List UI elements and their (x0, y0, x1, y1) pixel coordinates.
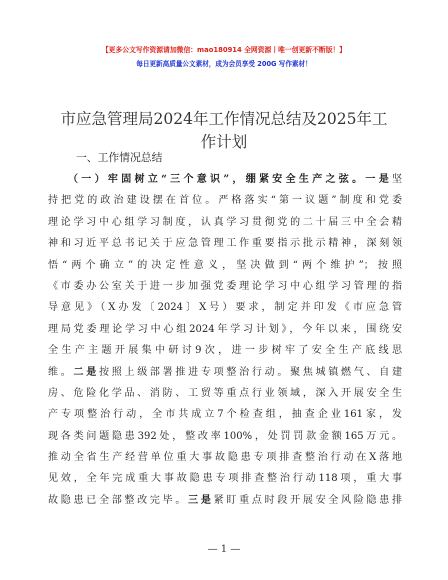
line-text: 理论学习中心组学习制度，认真学习贯彻党的二十届三中全会精 (48, 216, 402, 228)
line-text: 现各类问题隐患392处，整改率100%，处罚罚款金额165万元。 (48, 430, 402, 442)
line-text: 全生产主题开展集中研讨9次，进一步树牢了安全生产底线思 (48, 345, 402, 357)
line-text: 推动全省生产经营单位重大事故隐患专项排查整治行动在X落地 (48, 452, 402, 464)
line-text: 理局党委理论学习中心组2024年学习计划》，今年以来，围绕安 (48, 323, 402, 335)
body-line (48, 212, 402, 233)
line-text: 按照上级部署推进专项整治行动。聚焦城镇燃气、自建 (98, 366, 402, 378)
body-line (48, 297, 402, 318)
body-line (48, 490, 402, 511)
line-text: 坚 (392, 174, 402, 185)
body-line (48, 319, 402, 340)
line-text: 持把党的政治建设摆在首位。严格落实“第一议题”制度和党委 (48, 195, 402, 207)
body-line (48, 233, 402, 254)
body-line (48, 383, 402, 404)
line-text: 见效，全年完成重大事故隐患专项排查整治行动118项，重大事 (48, 473, 402, 485)
body-line (48, 255, 402, 276)
line-text: 产专项整治行动，全市共成立7个检查组，抽查企业161家，发 (48, 409, 402, 421)
line-text: 《市委办公室关于进一步加强党委理论学习中心组学习管理的指 (48, 280, 402, 292)
line-text: 神和习近平总书记关于应急管理工作重要指示批示精神，深刻领 (48, 238, 402, 250)
body-line (48, 404, 402, 425)
body-line (48, 426, 402, 447)
document-title: 市应急管理局2024年工作情况总结及2025年工作计划 (60, 110, 388, 152)
section-heading: 一、工作情况总结 (76, 151, 163, 164)
line-text: 紧盯重点时段开展安全风险隐患排 (213, 494, 402, 506)
page-number: — 1 — (207, 544, 241, 555)
lead-phrase: 三是 (188, 494, 214, 506)
body-line (48, 468, 402, 489)
line-text: 维。 (48, 366, 74, 378)
lead-phrase: 二是 (73, 366, 99, 378)
line-text: 导意见》（X办发〔2024〕X号）要求，制定并印发《市应急管 (48, 302, 402, 314)
body-line (48, 169, 402, 190)
line-text: 故隐患已全部整改完毕。 (48, 494, 189, 506)
body-line (48, 340, 402, 361)
body-line (48, 447, 402, 468)
promo-banner-line-1: 【更多公文写作资源请加微信：mao180914 全网资源丨唯一创更新不断版！】 (101, 46, 347, 54)
lead-phrase: （一）牢固树立“三个意识”，绷紧安全生产之弦。一是 (68, 174, 392, 185)
body-line (48, 190, 402, 211)
promo-banner-line-2: 每日更新高质量公文素材，成为会员享受 200G 写作素材！ (136, 60, 312, 68)
document-body (48, 169, 402, 511)
body-line (48, 362, 402, 383)
line-text: 房、危险化学品、消防、工贸等重点行业领域，深入开展安全生 (48, 387, 402, 399)
body-line (48, 276, 402, 297)
line-text: 悟“两个确立”的决定性意义，坚决做到“两个维护”；按照 (48, 259, 402, 271)
